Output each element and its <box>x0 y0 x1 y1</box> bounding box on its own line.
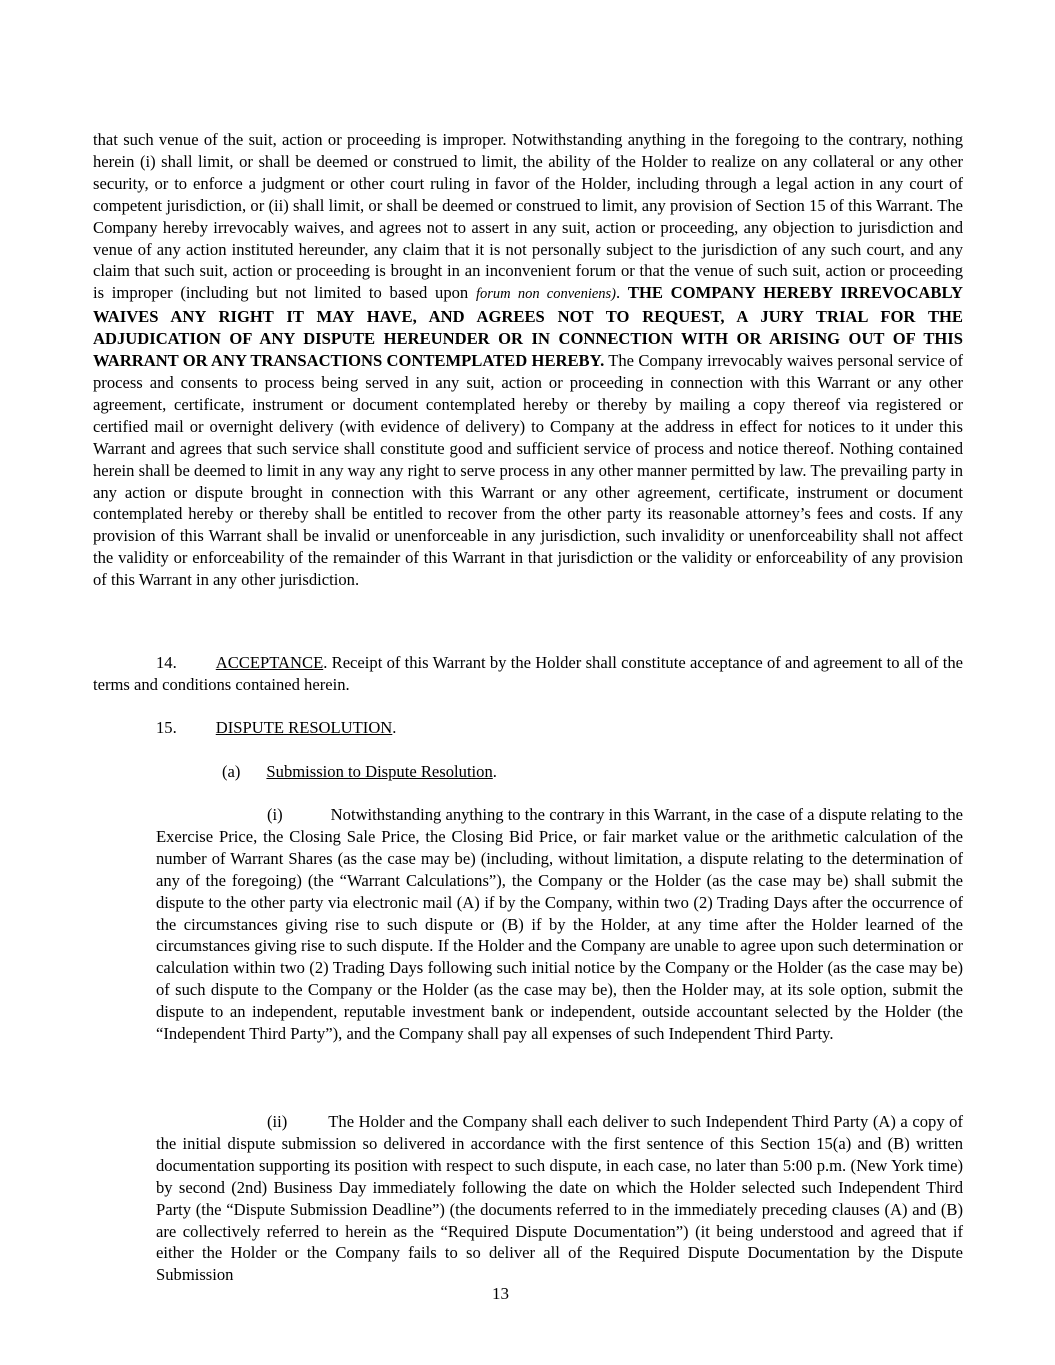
jury-waiver-bold: THE COMPANY HEREBY IRREVOCABLY WAIVES ANY RIGHT IT MAY HAVE, AND AGREES NOT TO REQUEST, A JURY TRIAL FOR THE ADJUDICATION OF ANY DISPUTE HEREUNDER OR IN CONNECTION WITH OR ARISING OUT OF THIS WARRANT OR ANY TRANSACTIONS CONTEMPLATED HEREBY. <box>93 283 964 371</box>
item-ii-text: The Holder and the Company shall each deliver to such Independent Third Party (A) a copy of the initial dispute submission so delivered in accordance with the first sentence of this Section 15(a) and (B) written documentation supporting its position with respect to such dispute, in each case, no later than 5:00 p.m. (New York time) by second (2nd) Business Day immediately following the date on which the Holder selected such Independent Third Party (the “Dispute Submission Deadline”) (the documents referred to in the immediately preceding clauses (A) and (B) are collectively referred to herein as the “Required Dispute Documentation”) (it being understood and agreed that if either the Holder or the Company fails to so deliver all of the Required Dispute Documentation by the Dispute Submission <box>156 1112 963 1285</box>
subsection-a-title: Submission to Dispute Resolution <box>266 762 493 781</box>
section-15-title-suffix: . <box>392 718 397 737</box>
page-number: 13 <box>492 1284 509 1303</box>
item-ii-label: (ii) <box>267 1112 288 1131</box>
item-i-label: (i) <box>267 805 283 824</box>
italic-phrase: forum non conveniens) <box>475 286 617 303</box>
paragraph-13-continued <box>93 129 963 591</box>
section-15-number: 15. <box>156 718 177 737</box>
period: . <box>616 283 628 303</box>
subsection-a-heading <box>222 761 497 783</box>
section-14 <box>93 652 963 696</box>
section-14-number: 14. <box>156 653 177 672</box>
item-i-text: Notwithstanding anything to the contrary in this Warrant, in the case of a dispute relating to the Exercise Price, the Closing Sale Price, the Closing Bid Price, or fair market value or the arithmetic calculation of the number of Warrant Shares (as the case may be) (including, without limitation, a dispute relating to the determination of any of the foregoing) (the “Warrant Calculations”), the Company or the Holder (as the case may be) shall submit the dispute to the other party via electronic mail (A) if by the Company, within two (2) Trading Days after the occurrence of the circumstances giving rise to such dispute or (B) if by the Holder, at any time after the Holder learned of the circumstances giving rise to such dispute. If the Holder and the Company are unable to agree upon such determination or calculation within two (2) Trading Days following such initial notice by the Company or the Holder (as the case may be) of such dispute to the Company or the Holder (as the case may be), then the Holder may, at its sole option, submit the dispute to an independent, reputable investment bank or independent, outside accountant selected by the Holder (the “Independent Third Party”), and the Company shall pay all expenses of such Independent Third Party. <box>156 805 963 1044</box>
section-15-heading <box>156 717 396 739</box>
paragraph-text-after: The Company irrevocably waives personal service of process and consents to process being served in any suit, action or proceeding in connection with this Warrant or any other agreement, certificate, instrument or document contemplated hereby or thereby by mailing a copy thereof via registered or certified mail or overnight delivery (with evidence of delivery) to Company at the address in effect for notices to it under this Warrant and agrees that such service shall constitute good and sufficient service of process and notice thereof. Nothing contained herein shall be deemed to limit in any way any right to serve process in any other manner permitted by law. The prevailing party in any action or dispute brought in connection with this Warrant or any other agreement, certificate, instrument or document contemplated hereby or thereby shall be entitled to recover from the other party its reasonable attorney’s fees and costs. If any provision of this Warrant shall be invalid or unenforceable in any jurisdiction, such invalidity or unenforceability shall not affect the validity or enforceability of the remainder of this Warrant in that jurisdiction or the validity or enforceability of any provision of this Warrant in any other jurisdiction. <box>93 351 963 590</box>
section-14-title: ACCEPTANCE <box>215 653 324 672</box>
item-i <box>156 804 963 1045</box>
section-15-title: DISPUTE RESOLUTION <box>215 718 393 737</box>
item-ii <box>156 1111 963 1286</box>
subsection-a-title-suffix: . <box>492 762 497 781</box>
paragraph-text: that such venue of the suit, action or proceeding is improper. Notwithstanding anything in the foregoing to the contrary, nothing herein (i) shall limit, or shall be deemed or construed to limit, the ability of the Holder to realize on any collateral or any other security, or to enforce a judgment or other court ruling in favor of the Holder, including through a legal action in any court of competent jurisdiction, or (ii) shall limit, or shall be deemed or construed to limit, any provision of Section 15 of this Warrant. The Company hereby irrevocably waives, and agrees not to assert in any suit, action or proceeding, any objection to jurisdiction and venue of any action instituted hereunder, any claim that it is not personally subject to the jurisdiction of any such court, and any claim that such suit, action or proceeding is brought in an inconvenient forum or that the venue of such suit, action or proceeding is improper (including but not limited to based upon <box>93 130 963 303</box>
section-14-text: . Receipt of this Warrant by the Holder shall constitute acceptance of and agreement to all of the terms and conditions contained herein. <box>93 653 963 694</box>
subsection-a-label: (a) <box>222 762 241 781</box>
